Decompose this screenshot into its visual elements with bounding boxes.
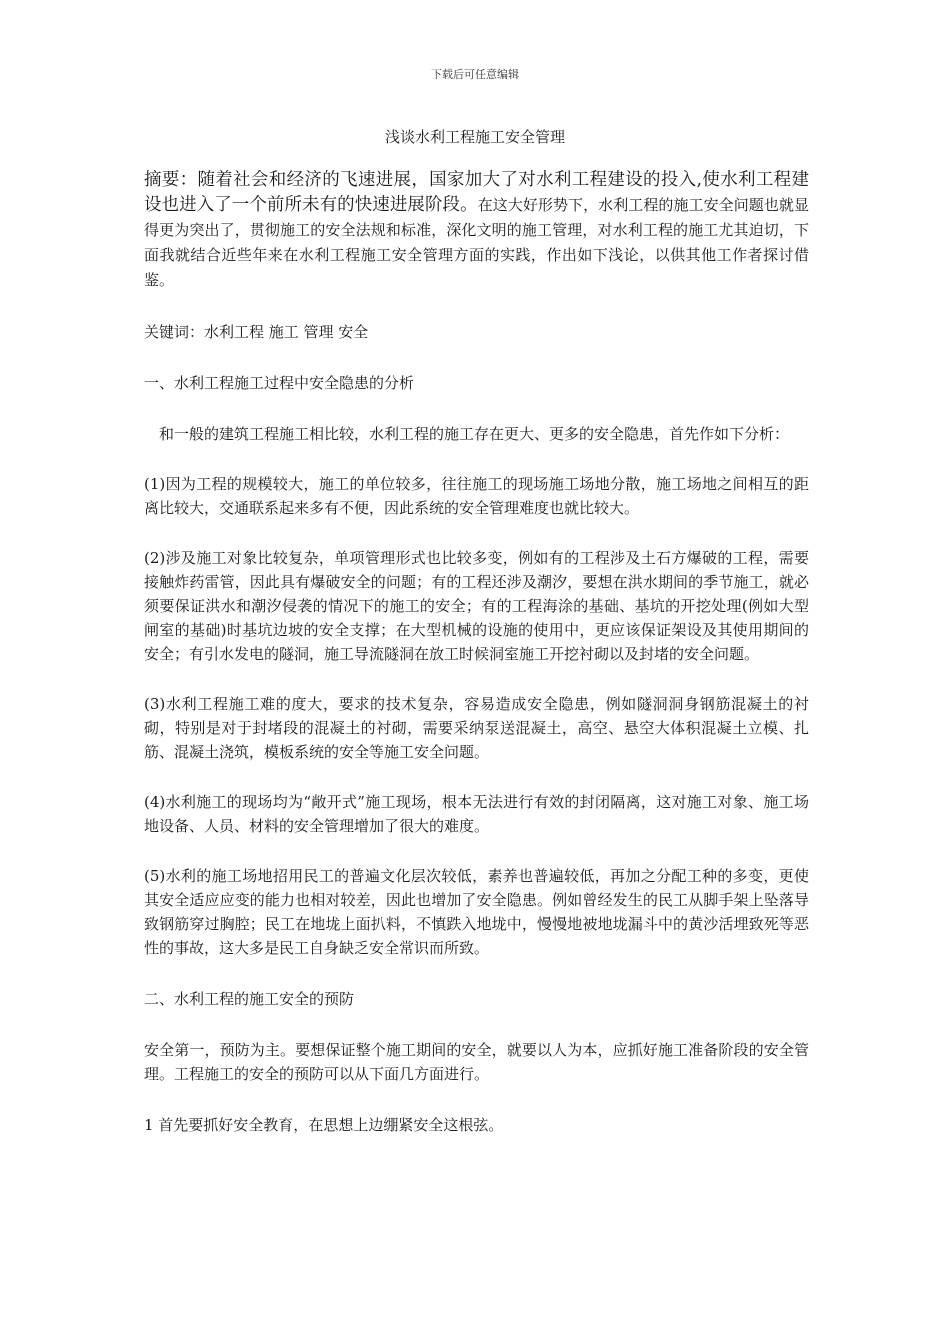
keywords: 关键词：水利工程 施工 管理 安全 [144, 323, 369, 341]
section-heading-1: 一、水利工程施工过程中安全隐患的分析 [144, 374, 415, 392]
document-body [144, 168, 809, 1137]
section-1-intro: 和一般的建筑工程施工相比较，水利工程的施工存在更大、更多的安全隐患，首先作如下分析： [159, 425, 790, 443]
analysis-item-3: (3)水利工程施工难的度大，要求的技术复杂，容易造成安全隐患，例如隧洞洞身钢筋混凝土的衬砌，特别是对于封堵段的混凝土的衬砌，需要采纳泵送混凝土，高空、悬空大体积混凝土立模、扎筋、混凝土浇筑，模板系统的安全等施工安全问题。 [144, 695, 809, 761]
section-heading-2: 二、水利工程的施工安全的预防 [144, 990, 355, 1008]
section-2-intro: 安全第一，预防为主。要想保证整个施工期间的安全，就要以人为本，应抓好施工准备阶段的安全管理。工程施工的安全的预防可以从下面几方面进行。 [144, 1041, 809, 1083]
prevention-point-1: 1 首先要抓好安全教育，在思想上边绷紧安全这根弦。 [144, 1116, 504, 1134]
analysis-item-2: (2)涉及施工对象比较复杂，单项管理形式也比较多变，例如有的工程涉及土石方爆破的工程，需要接触炸药雷管，因此具有爆破安全的问题；有的工程还涉及潮汐，要想在洪水期间的季节施工，就必须要保证洪水和潮汐侵袭的情况下的施工的安全；有的工程海涂的基础、基坑的开挖处理(例如大型闸室的基础)时基坑边坡的安全支撑；在大型机械的设施的使用中，更应该保证架设及其使用期间的安全；有引水发电的隧洞，施工导流隧洞在放工时候洞室施工开挖衬砌以及封堵的安全问题。 [144, 549, 809, 663]
abstract-paragraph [144, 168, 809, 293]
document-title: 浅谈水利工程施工安全管理 [384, 128, 565, 146]
header-note: 下载后可任意编辑 [431, 68, 519, 81]
analysis-item-5: (5)水利的施工场地招用民工的普遍文化层次较低，素养也普遍较低，再加之分配工种的多变，更使其安全适应应变的能力也相对较差，因此也增加了安全隐患。例如曾经发生的民工从脚手架上坠落导致钢筋穿过胸腔；民工在地垅上面扒料，不慎跌入地垅中，慢慢地被地垅漏斗中的黄沙活埋致死等恶性的事故，这大多是民工自身缺乏安全常识而所致。 [144, 867, 809, 957]
abstract-rest: 在这大好形势下，水利工程的施工安全问题也就显得更为突出了，贯彻施工的安全法规和标准，深化文明的施工管理，对水利工程的施工尤其迫切，下面我就结合近些年来在水利工程施工安全管理方面的实践，作出如下浅论，以供其他工作者探讨借鉴。 [144, 196, 809, 289]
analysis-item-4: (4)水利施工的现场均为“敞开式”施工现场，根本无法进行有效的封闭隔离，这对施工对象、施工场地设备、人员、材料的安全管理增加了很大的难度。 [144, 793, 809, 835]
analysis-item-1: (1)因为工程的规模较大，施工的单位较多，往往施工的现场施工场地分散，施工场地之间相互的距离比较大，交通联系起来多有不便，因此系统的安全管理难度也就比较大。 [144, 475, 809, 517]
abstract-lead: 摘要：随着社会和经济的飞速进展，国家加大了对水利工程建设的投入,使水利工程建设也进入了一个前所未有的快速进展阶段。 [144, 170, 809, 215]
